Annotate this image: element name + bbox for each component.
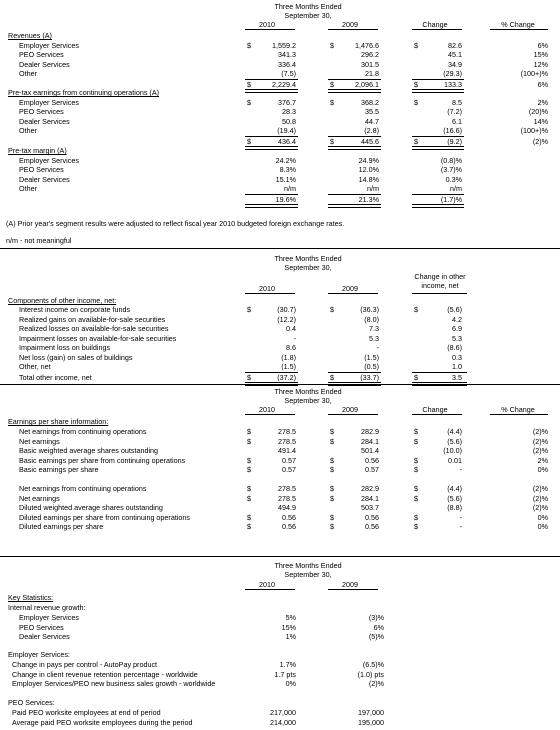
- value-change: 45.1: [448, 50, 462, 59]
- s4-sub-es: Employer Services:: [8, 650, 70, 659]
- s1-col-underline: [328, 29, 378, 30]
- value-change: -: [459, 522, 462, 532]
- value-change: 34.9: [448, 59, 462, 69]
- value-2009: (36.3): [360, 305, 379, 314]
- s1-col-underline: [490, 29, 548, 30]
- value-2009: 6%: [373, 622, 384, 632]
- value-2010: (19.4): [277, 126, 296, 135]
- value-2009: (5)%: [368, 632, 384, 641]
- value-2010: 1.7 pts: [274, 669, 296, 679]
- value-2010: -: [293, 333, 296, 343]
- row-label: Employer Services: [19, 155, 79, 165]
- dollar-sign: $: [414, 427, 418, 436]
- value-2009: 5.3: [369, 333, 379, 343]
- value-change: (8.6): [447, 343, 462, 352]
- value-2009: 7.3: [369, 324, 379, 333]
- value-2009: 296.2: [361, 50, 379, 59]
- value-pct-change: (2)%: [532, 484, 548, 493]
- value-pct-change: (2)%: [532, 137, 548, 146]
- value-2010: 0.56: [282, 512, 296, 522]
- s3-col-underline: [328, 414, 378, 415]
- row-label: Paid PEO worksite employees at end of period: [12, 708, 161, 717]
- value-change: (16.6): [443, 126, 462, 135]
- value-2009: (1.0) pts: [357, 669, 384, 679]
- value-pct-change: (2)%: [532, 493, 548, 503]
- dollar-sign: $: [330, 436, 334, 446]
- row-label: Net earnings: [19, 493, 60, 503]
- s1-header-title: Three Months Ended: [274, 2, 342, 11]
- dollar-sign: $: [247, 512, 251, 522]
- value-2009: (1.5): [364, 352, 379, 362]
- value-pct-change: 0%: [537, 512, 548, 522]
- s1-col-pct-change: % Change: [501, 20, 535, 29]
- row-label: PEO Services: [19, 50, 64, 59]
- row-label: Employer Services: [19, 613, 79, 622]
- row-label: Dealer Services: [19, 632, 70, 641]
- dollar-sign: $: [247, 484, 251, 493]
- row-label: Realized losses on available-for-sale securities: [19, 324, 169, 333]
- value-change: 133.3: [444, 80, 462, 89]
- s2-col-2010: 2010: [259, 284, 275, 293]
- value-2009: 14.8%: [358, 174, 379, 184]
- value-2009: (0.5): [364, 362, 379, 371]
- dollar-sign: $: [247, 522, 251, 532]
- value-2010: 278.5: [278, 436, 296, 446]
- dollar-sign: $: [247, 427, 251, 436]
- value-change: 8.5: [452, 97, 462, 107]
- s2-col-underline: [245, 293, 295, 294]
- value-2009: 21.3%: [358, 195, 379, 204]
- value-2009: (3)%: [368, 613, 384, 622]
- double-underline: [412, 146, 464, 150]
- dollar-sign: $: [247, 137, 251, 146]
- s2-heading: Components of other income, net:: [8, 296, 117, 305]
- row-label: Dealer Services: [19, 116, 70, 126]
- value-change: 3.5: [452, 372, 462, 382]
- dollar-sign: $: [330, 522, 334, 532]
- value-2009: 284.1: [361, 436, 379, 446]
- value-pct-change: 6%: [537, 80, 548, 89]
- value-2010: (7.5): [281, 69, 296, 78]
- value-pct-change: (2)%: [532, 503, 548, 513]
- dollar-sign: $: [330, 484, 334, 493]
- value-pct-change: (2)%: [532, 427, 548, 436]
- double-underline: [328, 146, 381, 150]
- dollar-sign: $: [414, 484, 418, 493]
- dollar-sign: $: [414, 137, 418, 146]
- row-label: Change in client revenue retention percentage - worldwide: [12, 669, 198, 679]
- s2-col-underline: [412, 293, 467, 294]
- value-2010: 278.5: [278, 427, 296, 436]
- s4-col-underline: [328, 589, 378, 590]
- row-label: Basic earnings per share from continuing operations: [19, 455, 186, 465]
- s4-col-underline: [245, 589, 295, 590]
- s4-col-2009: 2009: [342, 580, 358, 589]
- group-heading: Revenues (A): [8, 31, 52, 40]
- footnote-nm: n/m - not meaningful: [6, 236, 72, 245]
- s2-header-title: Three Months Ended: [274, 254, 342, 263]
- value-change: (4.4): [447, 484, 462, 493]
- s1-col-underline: [245, 29, 295, 30]
- row-label: Diluted weighted average shares outstanding: [19, 503, 163, 513]
- s3-header-sub: September 30,: [284, 396, 332, 405]
- double-underline: [245, 204, 298, 208]
- value-change: (8.8): [447, 503, 462, 513]
- value-2009: 0.57: [365, 465, 379, 475]
- value-2010: (37.2): [277, 372, 296, 382]
- value-pct-change: 14%: [533, 116, 548, 126]
- group-heading: Pre-tax margin (A): [8, 146, 67, 155]
- value-2010: n/m: [284, 184, 296, 193]
- row-label: Dealer Services: [19, 59, 70, 69]
- value-2009: 1,476.6: [355, 40, 379, 50]
- value-change: 0.3: [452, 352, 462, 362]
- value-pct-change: 12%: [533, 59, 548, 69]
- s1-col-2009: 2009: [342, 20, 358, 29]
- row-label: Interest income on corporate funds: [19, 305, 131, 314]
- dollar-sign: $: [330, 137, 334, 146]
- dollar-sign: $: [330, 465, 334, 475]
- value-change: (29.3): [443, 69, 462, 78]
- value-change: (5.6): [447, 436, 462, 446]
- row-label: Other: [19, 126, 37, 135]
- value-pct-change: 2%: [537, 455, 548, 465]
- row-label: Dealer Services: [19, 174, 70, 184]
- s1-header-sub: September 30,: [284, 11, 332, 20]
- row-label: Realized gains on available-for-sale securities: [19, 314, 166, 324]
- s4-sub-peo: PEO Services:: [8, 698, 55, 707]
- value-2010: 19.6%: [275, 195, 296, 204]
- s4-heading: Key Statistics:: [8, 593, 54, 602]
- group-heading: Pre-tax earnings from continuing operations (A): [8, 88, 160, 97]
- dollar-sign: $: [414, 372, 418, 382]
- value-2009: (6.5)%: [362, 660, 384, 669]
- row-label: Basic earnings per share: [19, 465, 99, 475]
- row-label: Other, net: [19, 362, 51, 371]
- dollar-sign: $: [414, 512, 418, 522]
- s2-change-sub: income, net: [421, 281, 459, 290]
- dollar-sign: $: [247, 97, 251, 107]
- value-2010: 278.5: [278, 493, 296, 503]
- value-2010: 278.5: [278, 484, 296, 493]
- row-label: Net earnings from continuing operations: [19, 427, 147, 436]
- s1-col-underline: [412, 29, 462, 30]
- value-2009: 44.7: [365, 116, 379, 126]
- value-change: 5.3: [452, 333, 462, 343]
- row-label: Net earnings from continuing operations: [19, 484, 147, 493]
- value-2009: 12.0%: [358, 165, 379, 174]
- value-2009: 0.56: [365, 522, 379, 532]
- dollar-sign: $: [330, 372, 334, 382]
- dollar-sign: $: [414, 493, 418, 503]
- value-2010: (1.5): [281, 362, 296, 371]
- row-label: PEO Services: [19, 165, 64, 174]
- row-label: Average paid PEO worksite employees during the period: [12, 717, 193, 727]
- value-2010: 494.9: [278, 503, 296, 513]
- value-2010: (12.2): [277, 314, 296, 324]
- double-underline: [328, 89, 381, 93]
- value-2009: 368.2: [361, 97, 379, 107]
- value-pct-change: (100+)%: [520, 69, 548, 78]
- value-2010: 8.6: [286, 343, 296, 352]
- s2-col-underline: [328, 293, 378, 294]
- value-2009: 24.9%: [358, 155, 379, 165]
- dollar-sign: $: [414, 465, 418, 475]
- row-label: Other: [19, 184, 37, 193]
- double-underline: [412, 89, 464, 93]
- value-2010: 50.8: [282, 116, 296, 126]
- row-label: Net earnings: [19, 436, 60, 446]
- dollar-sign: $: [414, 40, 418, 50]
- dollar-sign: $: [247, 436, 251, 446]
- value-pct-change: (100+)%: [520, 126, 548, 135]
- value-2009: (2)%: [368, 679, 384, 688]
- value-change: (4.4): [447, 427, 462, 436]
- value-pct-change: (20)%: [528, 107, 548, 116]
- s3-col-underline: [245, 414, 295, 415]
- row-label: Impairment loss on buildings: [19, 343, 111, 352]
- value-2009: 2,096.1: [355, 80, 379, 89]
- value-change: 1.0: [452, 362, 462, 371]
- row-label: Impairment losses on available-for-sale securities: [19, 333, 177, 343]
- value-2010: 15%: [281, 622, 296, 632]
- value-2009: 195,000: [358, 717, 384, 727]
- row-label: PEO Services: [19, 107, 64, 116]
- dollar-sign: $: [330, 305, 334, 314]
- value-2010: 0%: [285, 679, 296, 688]
- row-label: Other: [19, 69, 37, 78]
- s4-header-title: Three Months Ended: [274, 561, 342, 570]
- value-pct-change: 0%: [537, 522, 548, 532]
- value-change: 6.9: [452, 324, 462, 333]
- value-change: (9.2): [447, 137, 462, 146]
- value-2010: 28.3: [282, 107, 296, 116]
- value-2010: 0.57: [282, 455, 296, 465]
- dollar-sign: $: [414, 305, 418, 314]
- row-label: PEO Services: [19, 622, 64, 632]
- s4-header-sub: September 30,: [284, 570, 332, 579]
- value-pct-change: 2%: [537, 97, 548, 107]
- value-2010: 214,000: [270, 717, 296, 727]
- value-2009: 284.1: [361, 493, 379, 503]
- value-2009: (33.7): [360, 372, 379, 382]
- dollar-sign: $: [330, 512, 334, 522]
- value-2009: 21.8: [365, 69, 379, 78]
- value-2009: 503.7: [361, 503, 379, 513]
- value-pct-change: 6%: [537, 40, 548, 50]
- s2-col-2009: 2009: [342, 284, 358, 293]
- value-2010: 1.7%: [279, 660, 296, 669]
- value-2010: 436.4: [278, 137, 296, 146]
- value-2009: (8.0): [364, 314, 379, 324]
- s3-col-2009: 2009: [342, 405, 358, 414]
- value-change: -: [459, 512, 462, 522]
- dollar-sign: $: [414, 80, 418, 89]
- row-label: Employer Services: [19, 40, 79, 50]
- value-2010: 0.56: [282, 522, 296, 532]
- s2-header-sub: September 30,: [284, 263, 332, 272]
- double-underline: [412, 204, 464, 208]
- value-2010: 491.4: [278, 446, 296, 456]
- row-label: Diluted earnings per share: [19, 522, 104, 532]
- value-change: (10.0): [443, 446, 462, 456]
- s3-col-underline: [412, 414, 462, 415]
- s3-heading: Earnings per share information:: [8, 417, 109, 426]
- s3-col-underline: [490, 414, 548, 415]
- value-2009: 501.4: [361, 446, 379, 456]
- value-2010: 1%: [285, 632, 296, 641]
- value-2009: 35.5: [365, 107, 379, 116]
- dollar-sign: $: [414, 455, 418, 465]
- s1-col-change: Change: [422, 20, 448, 29]
- value-2010: (30.7): [277, 305, 296, 314]
- s3-col-change: Change: [422, 405, 448, 414]
- value-change: (0.8)%: [440, 155, 462, 165]
- dollar-sign: $: [414, 436, 418, 446]
- value-pct-change: (2)%: [532, 446, 548, 456]
- dollar-sign: $: [247, 465, 251, 475]
- s4-col-2010: 2010: [259, 580, 275, 589]
- s3-col-pct-change: % Change: [501, 405, 535, 414]
- value-change: 0.01: [448, 455, 462, 465]
- dollar-sign: $: [247, 455, 251, 465]
- dollar-sign: $: [330, 493, 334, 503]
- s3-header-title: Three Months Ended: [274, 387, 342, 396]
- footnote-a: (A) Prior year's segment results were adjusted to reflect fiscal year 2010 budgeted foreign exchange rates.: [6, 219, 345, 228]
- value-change: (3.7)%: [440, 165, 462, 174]
- dollar-sign: $: [330, 455, 334, 465]
- value-2009: 301.5: [361, 59, 379, 69]
- dollar-sign: $: [330, 80, 334, 89]
- double-underline: [245, 146, 298, 150]
- row-label: Employer Services: [19, 97, 79, 107]
- value-2010: 5%: [285, 613, 296, 622]
- value-pct-change: 15%: [533, 50, 548, 59]
- dollar-sign: $: [414, 97, 418, 107]
- value-change: 82.6: [448, 40, 462, 50]
- dollar-sign: $: [330, 97, 334, 107]
- value-2010: 15.1%: [275, 174, 296, 184]
- section-divider: [0, 556, 560, 557]
- value-2009: -: [376, 343, 379, 352]
- value-change: (7.2): [447, 107, 462, 116]
- value-change: -: [459, 465, 462, 475]
- value-2009: n/m: [367, 184, 379, 193]
- value-pct-change: 0%: [537, 465, 548, 475]
- dollar-sign: $: [247, 40, 251, 50]
- s3-col-2010: 2010: [259, 405, 275, 414]
- value-change: (5.6): [447, 493, 462, 503]
- value-2010: 1,559.2: [272, 40, 296, 50]
- row-label: Diluted earnings per share from continuing operations: [19, 512, 191, 522]
- value-2010: 336.4: [278, 59, 296, 69]
- value-2009: 197,000: [358, 708, 384, 717]
- value-change: (1.7)%: [440, 195, 462, 204]
- value-change: 6.1: [452, 116, 462, 126]
- row-label: Total other income, net: [19, 372, 92, 382]
- dollar-sign: $: [330, 40, 334, 50]
- dollar-sign: $: [247, 372, 251, 382]
- value-2010: 8.3%: [279, 165, 296, 174]
- dollar-sign: $: [247, 493, 251, 503]
- value-2010: 24.2%: [275, 155, 296, 165]
- value-2010: 0.57: [282, 465, 296, 475]
- value-2010: 376.7: [278, 97, 296, 107]
- value-change: 0.3%: [445, 174, 462, 184]
- value-2010: 341.3: [278, 50, 296, 59]
- s1-col-2010: 2010: [259, 20, 275, 29]
- value-change: (5.6): [447, 305, 462, 314]
- value-2009: 0.56: [365, 455, 379, 465]
- row-label: Employer Services/PEO new business sales growth - worldwide: [12, 679, 216, 688]
- section-divider: [0, 248, 560, 249]
- value-2009: 0.56: [365, 512, 379, 522]
- double-underline: [245, 89, 298, 93]
- dollar-sign: $: [247, 305, 251, 314]
- dollar-sign: $: [247, 80, 251, 89]
- row-label: Net loss (gain) on sales of buildings: [19, 352, 133, 362]
- value-change: 4.2: [452, 314, 462, 324]
- value-pct-change: (2)%: [532, 436, 548, 446]
- dollar-sign: $: [414, 522, 418, 532]
- s4-sub-growth: Internal revenue growth:: [8, 603, 86, 612]
- value-2010: 2,229.4: [272, 80, 296, 89]
- row-label: Basic weighted average shares outstanding: [19, 446, 159, 456]
- value-2009: (2.8): [364, 126, 379, 135]
- value-2010: (1.8): [281, 352, 296, 362]
- value-2009: 282.9: [361, 427, 379, 436]
- value-2009: 282.9: [361, 484, 379, 493]
- value-2010: 217,000: [270, 708, 296, 717]
- value-change: n/m: [450, 184, 462, 193]
- s2-change-title: Change in other: [414, 272, 466, 281]
- value-2010: 0.4: [286, 324, 296, 333]
- row-label: Change in pays per control - AutoPay product: [12, 660, 158, 669]
- dollar-sign: $: [330, 427, 334, 436]
- value-2009: 445.6: [361, 137, 379, 146]
- double-underline: [328, 204, 381, 208]
- section-divider: [0, 384, 560, 385]
